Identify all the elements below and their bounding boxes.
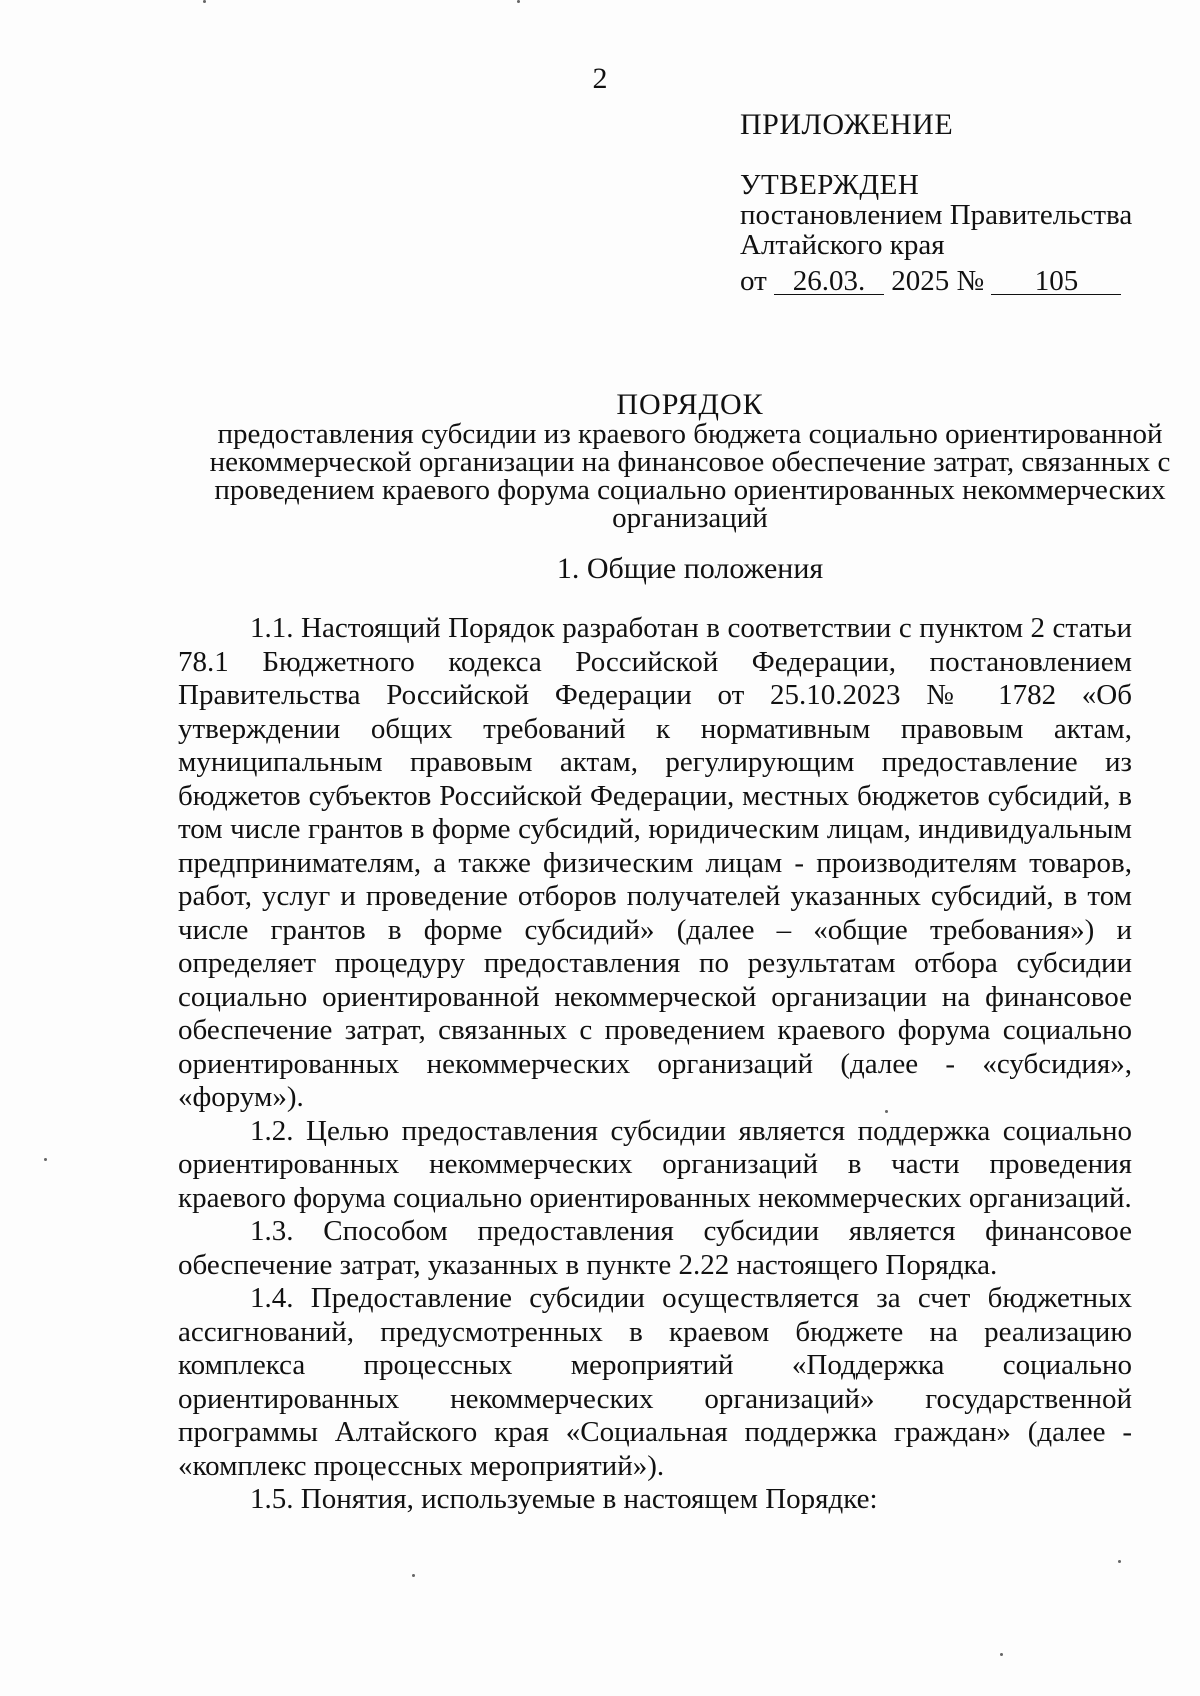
date-value: 26.03. <box>774 268 884 295</box>
year-text: 2025 № <box>891 265 985 297</box>
paragraph-1-4: 1.4. Предоставление субсидии осуществляется за счет бюджетных ассигнований, предусмотренных в краевом бюджете на реализацию комплекса процессных мероприятий «Поддержка социально ориентированных некоммерческих организаций» государственной программы Алтайского края «Социальная поддержка граждан» (далее - «комплекс процессных мероприятий»). <box>178 1282 1132 1482</box>
scan-speck <box>412 1574 415 1577</box>
section-body <box>178 612 1132 1517</box>
approval-date-line <box>740 266 1160 296</box>
paragraph-1-3: 1.3. Способом предоставления субсидии является финансовое обеспечение затрат, указанных в пункте 2.22 настоящего Порядка. <box>178 1215 1132 1281</box>
section-heading: 1. Общие положения <box>556 552 824 585</box>
approval-line-2: Алтайского края <box>740 229 945 261</box>
decree-number: 105 <box>991 268 1121 295</box>
scan-speck <box>885 1110 888 1113</box>
appendix-title: ПРИЛОЖЕНИЕ <box>740 108 954 141</box>
document-title: ПОРЯДОК <box>616 388 764 421</box>
approval-block <box>740 110 1160 296</box>
paragraph-1-5: 1.5. Понятия, используемые в настоящем Порядке: <box>250 1483 878 1515</box>
scan-speck <box>1000 1653 1003 1656</box>
paragraph-1-2: 1.2. Целью предоставления субсидии является поддержка социально ориентированных некоммерческих организаций в части проведения краевого форума социально ориентированных некоммерческих организаций. <box>178 1114 1132 1214</box>
date-prefix: от <box>740 265 767 297</box>
page-number: 2 <box>592 62 608 95</box>
approved-label: УТВЕРЖДЕН <box>740 169 920 201</box>
paragraph-1-1: 1.1. Настоящий Порядок разработан в соответствии с пунктом 2 статьи 78.1 Бюджетного кодекса Российской Федерации, постановлением Правительства Российской Федерации от 25.10.2023 № 1782 «Об утверждении общих требований к нормативным правовым актам, муниципальным правовым актам, регулирующим предоставление из бюджетов субъектов Российской Федерации, местных бюджетов субсидий, в том числе грантов в форме субсидий, юридическим лицам, индивидуальным предпринимателям, а также физическим лицам - производителям товаров, работ, услуг и проведение отборов получателей указанных субсидий, в том числе грантов в форме субсидий» (далее – «общие требования») и определяет процедуру предоставления по результатам отбора субсидии социально ориентированной некоммерческой организации на финансовое обеспечение затрат, связанных с проведением краевого форума социально ориентированных некоммерческих организаций (далее - «субсидия», «форум»). <box>178 612 1132 1113</box>
document-subtitle: предоставления субсидии из краевого бюджета социально ориентированной некоммерческой организации на финансовое обеспечение затрат, связанных с проведением краевого форума социально ориентированных некоммерческих организаций <box>209 418 1171 534</box>
scan-speck <box>203 0 206 3</box>
scan-speck <box>1118 1560 1121 1563</box>
approval-line-1: постановлением Правительства <box>740 199 1133 231</box>
scan-speck <box>44 1158 47 1161</box>
scan-speck <box>517 0 520 3</box>
